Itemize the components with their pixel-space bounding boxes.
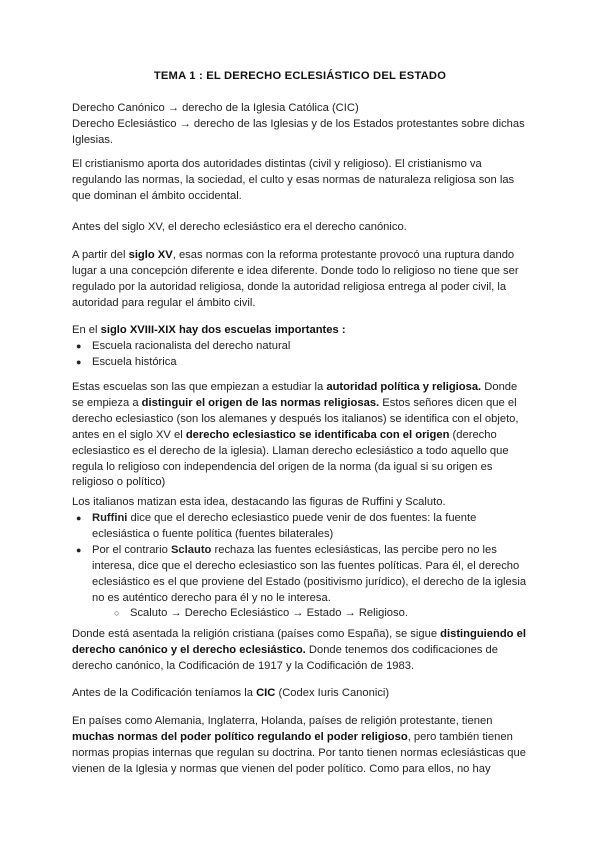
list-item: ● Por el contrario Sclauto rechaza las fuentes eclesiásticas, las percibe pero no les interesa, dice que el derecho eclesiastico son las fuentes políticas. Para él, el derecho eclesiástico es el que proviene del Estado (positivismo jurídico), el derecho de la iglesia no es auténtico derecho para él y no le interesa. ○ Scaluto → Derecho Eclesiástico → Estado → Religioso.	[72, 543, 532, 623]
schools-list	[72, 339, 532, 371]
ecclesiastical-law-definition: Derecho Eclesiástico → derecho de las Iglesias y de los Estados protestantes sobre dichas Iglesias.	[72, 117, 525, 146]
italians-intro: Los italianos matizan esta idea, destacando las figuras de Ruffini y Scaluto.	[72, 496, 446, 508]
christianity-paragraph: El cristianismo aporta dos autoridades distintas (civil y religioso). El cristianismo va regulando las normas, la sociedad, el culto y esas normas de naturaleza religiosa son las que dominan el ámbito occidental.	[72, 158, 515, 202]
canon-law-definition: Derecho Canónico → derecho de la Iglesia Católica (CIC)	[72, 102, 359, 114]
document-title: TEMA 1 : EL DERECHO ECLESIÁSTICO DEL ESTADO	[153, 70, 447, 82]
list-item: ● Escuela racionalista del derecho natural	[72, 339, 532, 355]
before-xv-paragraph: Antes del siglo XV, el derecho eclesiástico era el derecho canónico.	[72, 221, 407, 233]
from-xv-paragraph: A partir del siglo XV, esas normas con la reforma protestante provocó una ruptura dando lugar a una concepción diferente e idea diferente. Donde todo lo religioso no tiene que ser regulado por la autoridad religiosa, donde la autoridad religiosa entrega al poder civil, la autoridad para regular el ámbito civil.	[72, 249, 519, 309]
list-item: ● Escuela histórica	[72, 355, 532, 371]
protestant-countries-paragraph: En países como Alemania, Inglaterra, Holanda, países de religión protestante, tienen muchas normas del poder político regulando el poder religioso, pero también tienen normas propias internas que regulan su doctrina. Por tanto tienen normas eclesiásticas que vienen de la Iglesia y normas que vienen del poder político. Como para ellos, no hay	[72, 715, 526, 775]
list-item: ● Ruffini dice que el derecho eclesiastico puede venir de dos fuentes: la fuente eclesiástica o fuente política (fuentes bilaterales)	[72, 511, 532, 543]
definitions-paragraph	[72, 101, 532, 149]
schools-paragraph: Estas escuelas son las que empiezan a estudiar la autoridad política y religiosa. Donde se empieza a distinguir el origen de las normas religiosas. Estos señores dicen que el derecho eclesiastico (son los alemanes y después los italianos) se identifica con el objeto, antes en el siglo XV el derecho eclesiastico se identificaba con el origen (derecho eclesiastico es el derecho de la iglesia). Llaman derecho eclesiástico a todo aquello que regula lo religioso con independencia del origen de la norma (da igual si su origen es religioso o político)	[72, 381, 519, 489]
sub-list	[92, 606, 532, 622]
italians-list	[72, 511, 532, 622]
cic-paragraph: Antes de la Codificación teníamos la CIC (Codex Iuris Canonici)	[72, 687, 390, 699]
christian-countries-paragraph: Donde está asentada la religión cristiana (países como España), se sigue distinguiendo el derecho canónico y el derecho eclesiástico. Donde tenemos dos codificaciones de derecho canónico, la Codificación de 1917 y la Codificación de 1983.	[72, 628, 526, 672]
schools-intro: En el siglo XVIII-XIX hay dos escuelas importantes :	[72, 324, 346, 336]
list-item: ○ Scaluto → Derecho Eclesiástico → Estado → Religioso.	[92, 606, 532, 622]
